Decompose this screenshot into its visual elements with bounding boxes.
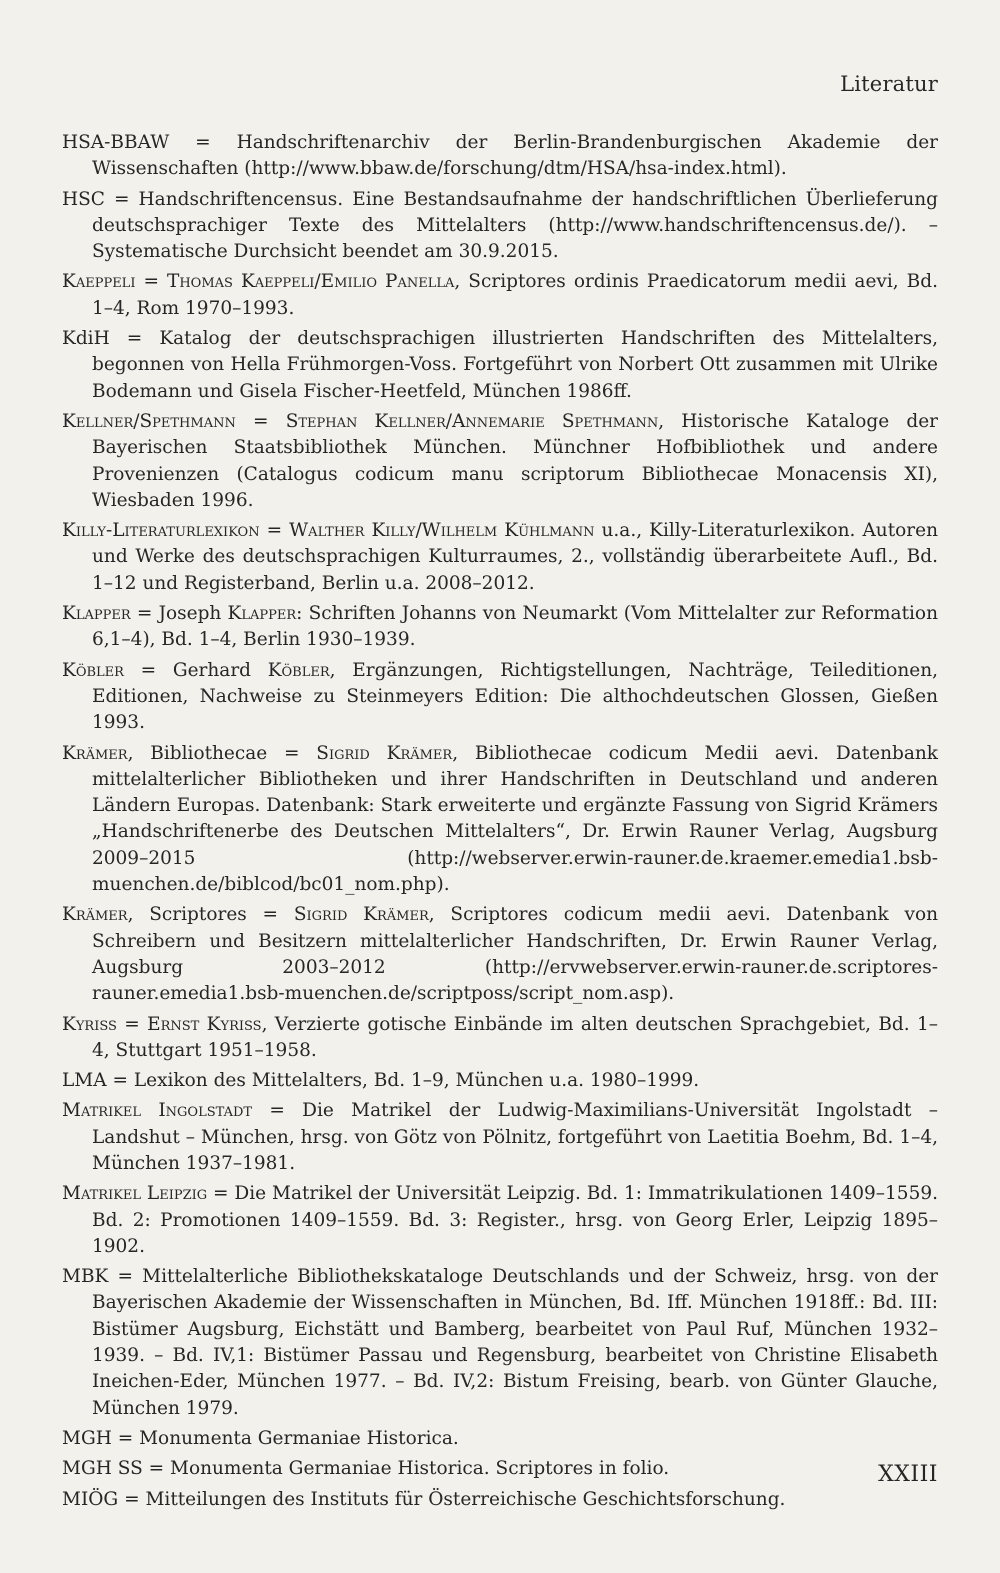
entry-name-smallcaps: Klapper [227,603,297,625]
bibliography-entry [62,1264,938,1422]
entry-text: = Gerhard [123,659,268,681]
entry-name-smallcaps: Thomas Kaeppeli/Emilio Panella [167,271,455,293]
entry-text: : Schriften Johanns von Neumarkt (Vom Mittelalter zur Reformation 6,1–4), Bd. 1–4, Berlin 1930–1939. [92,603,938,651]
page-number: XXIII [878,1462,938,1487]
entry-name-smallcaps: Kellner/Spethmann [62,410,236,432]
bibliography-entry [62,1098,938,1177]
entry-text: , Ergänzungen, Richtigstellungen, Nachträge, Teileditionen, Editionen, Nachweise zu Steinmeyers Edition: Die althochdeutschen Glossen, Gießen 1993. [92,659,939,734]
entry-name-smallcaps: Krämer [62,742,128,764]
entry-text: = [259,520,290,542]
bibliography-entry [62,1181,938,1260]
bibliography-entry [62,601,938,654]
entry-text: HSC = Handschriftencensus. Eine Bestandsaufnahme der handschriftlichen Überlieferung deutschsprachiger Texte des Mittelalters (http://www.handschriftencensus.de/). – Systematische Durchsicht beendet am 30.9.2015. [62,188,938,263]
entry-name-smallcaps: Walther Killy/Wilhelm Kühlmann [289,520,595,542]
bibliography-list [62,130,938,1517]
entry-text: MIÖG = Mitteilungen des Instituts für Österreichische Geschichtsforschung. [62,1488,786,1510]
entry-name-smallcaps: Köbler [267,659,330,681]
entry-name-smallcaps: Kyriss [62,1013,117,1035]
entry-name-smallcaps: Ernst Kyriss [147,1013,262,1035]
entry-text: = Die Matrikel der Ludwig-Maximilians-Universität Ingolstadt – Landshut – München, hrsg. von Götz von Pölnitz, fortgeführt von Laetitia Boehm, Bd. 1–4, München 1937–1981. [92,1100,938,1174]
entry-text: MBK = Mittelalterliche Bibliothekskataloge Deutschlands und der Schweiz, hrsg. von der Bayerischen Akademie der Wissenschaften in München, Bd. Iff. München 1918ff.: Bd. III: Bistümer Augsburg, Eichstätt und Bamberg, bearbeitet von Paul Ruf, München 1932–1939. – Bd. IV,1: Bistümer Passau und Regensburg, bearbeitet von Christine Elisabeth Ineichen-Eder, München 1977. – Bd. IV,2: Bistum Freising, bearb. von Günter Glauche, München 1979. [62,1266,938,1419]
entry-name-smallcaps: Köbler [62,659,124,681]
entry-name-smallcaps: Sigrid Krämer [293,904,429,926]
entry-text: KdiH = Katalog der deutschsprachigen illustrierten Handschriften des Mittelalters, begonnen von Hella Frühmorgen-Voss. Fortgeführt von Norbert Ott zusammen mit Ulrike Bodemann und Gisela Fischer-Heetfeld, München 1986ff. [62,328,938,402]
entry-name-smallcaps: Matrikel Leipzig [62,1183,208,1205]
entry-text: , Scriptores ordinis Praedicatorum medii aevi, Bd. 1–4, Rom 1970–1993. [92,271,938,319]
bibliography-entry [62,1487,938,1513]
entry-text: , Historische Kataloge der Bayerischen Staatsbibliothek München. Münchner Hofbibliothek und andere Provenienzen (Catalogus codicum manu scriptorum Bibliothecae Monacensis XI), Wiesbaden 1996. [92,410,939,511]
entry-text: , Scriptores = [127,904,294,926]
entry-text: u.a., Killy-Literaturlexikon. Autoren und Werke des deutschsprachigen Kulturraumes, 2., vollständig überarbeitete Aufl., Bd. 1–12 und Registerband, Berlin u.a. 2008–2012. [92,520,938,594]
entry-name-smallcaps: Kaeppeli [62,271,136,293]
entry-text: MGH = Monumenta Germaniae Historica. [62,1427,459,1449]
bibliography-entry [62,409,938,514]
entry-text: , Bibliothecae = [127,742,317,764]
bibliography-entry [62,518,938,597]
bibliography-entry [62,326,938,405]
entry-text: = Joseph [130,603,228,625]
entry-text: , Bibliothecae codicum Medii aevi. Datenbank mittelalterlicher Bibliotheken und ihrer Handschriften in Deutschland und anderen Ländern Europas. Datenbank: Stark erweiterte und ergänzte Fassung von Sigrid Krämers „Handschriftenerbe des Deutschen Mittelalters“, Dr. Erwin Rauner Verlag, Augsburg 2009–2015 (http://webserver.erwin-rauner.de.kraemer.emedia1.bsb-muenchen.de/biblcod/bc01_nom.php). [92,742,938,896]
bibliography-entry [62,658,938,737]
bibliography-entry [62,741,938,899]
entry-text: = [135,271,167,293]
entry-text: LMA = Lexikon des Mittelalters, Bd. 1–9, München u.a. 1980–1999. [62,1070,700,1092]
bibliography-entry [62,187,938,266]
entry-text: MGH SS = Monumenta Germaniae Historica. Scriptores in folio. [62,1458,670,1480]
entry-text: = Die Matrikel der Universität Leipzig. Bd. 1: Immatrikulationen 1409–1559. Bd. 2: Promotionen 1409–1559. Bd. 3: Register., hrsg. von Georg Erler, Leipzig 1895–1902. [92,1183,939,1257]
entry-name-smallcaps: Stephan Kellner/Annemarie Spethmann [285,410,659,432]
bibliography-entry [62,269,938,322]
entry-name-smallcaps: Sigrid Krämer [316,742,453,764]
bibliography-entry [62,1426,938,1452]
bibliography-entry [62,130,938,183]
entry-name-smallcaps: Killy-Literaturlexikon [62,520,260,542]
entry-text: , Verzierte gotische Einbände im alten deutschen Sprachgebiet, Bd. 1–4, Stuttgart 1951–1958. [92,1013,939,1061]
bibliography-entry [62,902,938,1007]
entry-name-smallcaps: Matrikel Ingolstadt [62,1100,253,1122]
entry-text: = [235,410,286,432]
entry-text: HSA-BBAW = Handschriftenarchiv der Berlin-Brandenburgischen Akademie der Wissenschaften (http://www.bbaw.de/forschung/dtm/HSA/hsa-index.html). [62,132,938,180]
entry-name-smallcaps: Klapper [62,603,131,625]
bibliography-entry [62,1456,938,1482]
entry-name-smallcaps: Krämer [62,904,128,926]
bibliography-entry [62,1012,938,1065]
entry-text: , Scriptores codicum medii aevi. Datenbank von Schreibern und Besitzern mittelalterlicher Handschriften, Dr. Erwin Rauner Verlag, Augsburg 2003–2012 (http://ervwebserver.erwin-rauner.de.scriptores-rauner.emedia1.bsb-muenchen.de/scriptposs/script_nom.asp). [92,904,938,1005]
entry-text: = [116,1013,148,1035]
running-head: Literatur [840,72,938,96]
bibliography-entry [62,1068,938,1094]
